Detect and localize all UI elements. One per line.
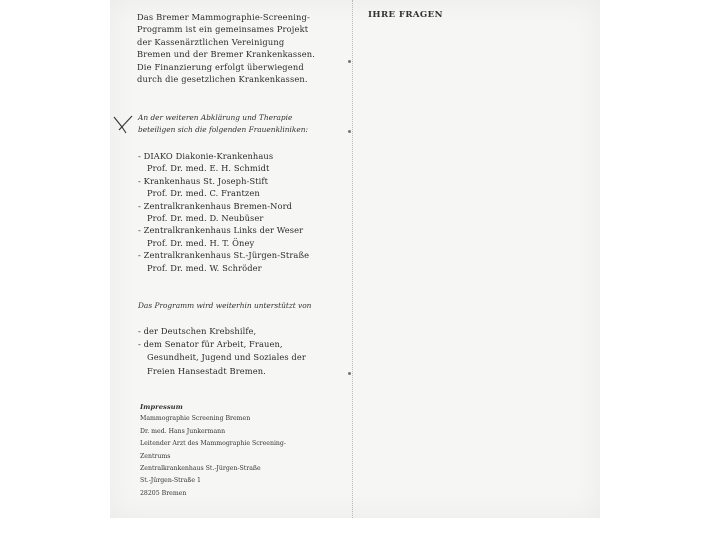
clinic-prof: Prof. Dr. med. H. T. Öney [147,237,255,248]
impressum-line: Zentralkrankenhaus St.-Jürgen-Straße [140,465,261,473]
scan-dot [348,372,351,375]
clinic-name: - Zentralkrankenhaus St.-Jürgen-Straße [138,250,310,261]
support-heading [138,300,348,312]
supporter-item: Freien Hansestadt Bremen. [147,365,266,376]
clinic-prof: Prof. Dr. med. D. Neubüser [147,213,264,224]
intro-line: Die Finanzierung erfolgt überwiegend [137,61,304,72]
impressum-line: Dr. med. Hans Junkermann [140,427,226,435]
clinics-heading-line: beteiligen sich die folgenden Frauenkliniken: [138,125,308,135]
clinic-prof: Prof. Dr. med. E. H. Schmidt [147,163,270,174]
supporter-item: - dem Senator für Arbeit, Frauen, [138,339,283,350]
supporter-item: Gesundheit, Jugend und Soziales der [147,352,306,363]
impressum-line: Mammographie Screening Bremen [140,415,251,423]
supporter-item: - der Deutschen Krebshilfe, [138,326,257,336]
right-column-heading: IHRE FRAGEN [368,10,443,20]
scan-dot [348,130,351,133]
intro-paragraph [137,11,357,85]
handwritten-check-icon [112,113,136,135]
intro-line: Programm ist ein gemeinsames Projekt [137,24,309,35]
intro-line: Bremen und der Bremer Krankenkassen. [137,49,316,60]
intro-line: durch die gesetzlichen Krankenkassen. [137,74,308,85]
clinic-prof: Prof. Dr. med. C. Frantzen [147,188,260,199]
impressum-block [140,401,286,500]
impressum-line: Zentrums [140,452,171,460]
impressum-heading: Impressum [140,403,183,411]
supporters-list [138,325,306,378]
clinics-heading [138,112,348,137]
impressum-line: St.-Jürgen-Straße 1 [140,477,201,485]
scan-dot [348,60,351,63]
intro-line: Das Bremer Mammographie-Screening- [137,12,310,22]
clinics-heading-line: An der weiteren Abklärung und Therapie [138,113,293,122]
intro-line: der Kassenärztlichen Vereinigung [137,36,285,47]
support-heading-line: Das Programm wird weiterhin unterstützt von [138,301,312,310]
clinic-name: - Zentralkrankenhaus Bremen-Nord [138,200,293,211]
impressum-line: Leitender Arzt des Mammographie Screening- [140,440,286,448]
clinic-name: - DIAKO Diakonie-Krankenhaus [138,151,274,161]
impressum-line: 28205 Bremen [140,489,187,497]
clinic-name: - Krankenhaus St. Joseph-Stift [138,175,269,186]
clinic-prof: Prof. Dr. med. W. Schröder [147,262,262,273]
clinics-list [138,150,309,274]
clinic-name: - Zentralkrankenhaus Links der Weser [138,225,304,236]
